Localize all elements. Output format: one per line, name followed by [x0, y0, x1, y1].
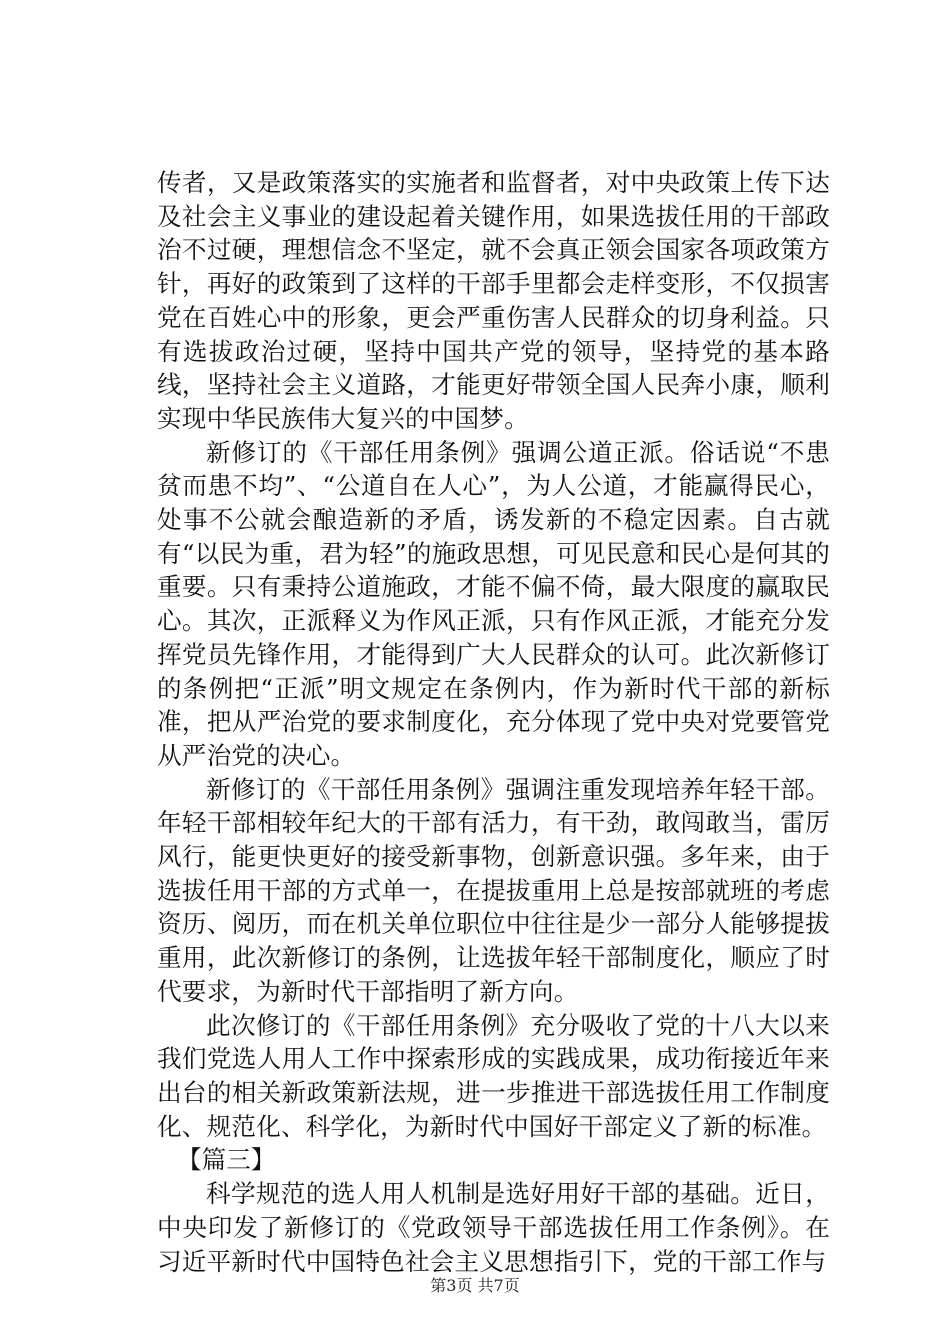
paragraph-2: 新修订的《干部任用条例》强调公道正派。俗话说“不患贫而患不均”、“公道自在人心”，为人公道，才能赢得民心，处事不公就会酿造新的矛盾，诱发新的不稳定因素。自古就有“以民为重，君为轻”的施政思想，可见民意和民心是何其的重要。只有秉持公道施政，才能不偏不倚，最大限度的赢取民心。其次，正派释义为作风正派，只有作风正派，才能充分发挥党员先锋作用，才能得到广大人民群众的认可。此次新修订的条例把“正派”明文规定在条例内，作为新时代干部的新标准，把从严治党的要求制度化，充分体现了党中央对党要管党从严治党的决心。: [157, 437, 830, 770]
document-body: [157, 166, 830, 1278]
paragraph-3: 新修订的《干部任用条例》强调注重发现培养年轻干部。年轻干部相较年纪大的干部有活力，有干劲，敢闯敢当，雷厉风行，能更快更好的接受新事物，创新意识强。多年来，由于选拔任用干部的方式单一，在提拔重用上总是按部就班的考虑资历、阅历，而在机关单位职位中往往是少一部分人能够提拔重用，此次新修订的条例，让选拔年轻干部制度化，顺应了时代要求，为新时代干部指明了新方向。: [157, 774, 830, 1006]
page-number-footer: 第3页 共7页: [430, 1276, 520, 1295]
paragraph-5: 科学规范的选人用人机制是选好用好干部的基础。近日，中央印发了新修订的《党政领导干部选拔任用工作条例》。在习近平新时代中国特色社会主义思想指引下，党的干部工作与: [157, 1179, 830, 1276]
paragraph-1: 传者，又是政策落实的实施者和监督者，对中央政策上传下达及社会主义事业的建设起着关键作用，如果选拔任用的干部政治不过硬，理想信念不坚定，就不会真正领会国家各项政策方针，再好的政策到了这样的干部手里都会走样变形，不仅损害党在百姓心中的形象，更会严重伤害人民群众的切身利益。只有选拔政治过硬，坚持中国共产党的领导，坚持党的基本路线，坚持社会主义道路，才能更好带领全国人民奔小康，顺利实现中华民族伟大复兴的中国梦。: [157, 168, 830, 433]
paragraph-4: 此次修订的《干部任用条例》充分吸收了党的十八大以来我们党选人用人工作中探索形成的实践成果，成功衔接近年来出台的相关新政策新法规，进一步推进干部选拔任用工作制度化、规范化、科学化，为新时代中国好干部定义了新的标准。: [157, 1010, 830, 1141]
section-heading: 【篇三】: [177, 1145, 276, 1175]
